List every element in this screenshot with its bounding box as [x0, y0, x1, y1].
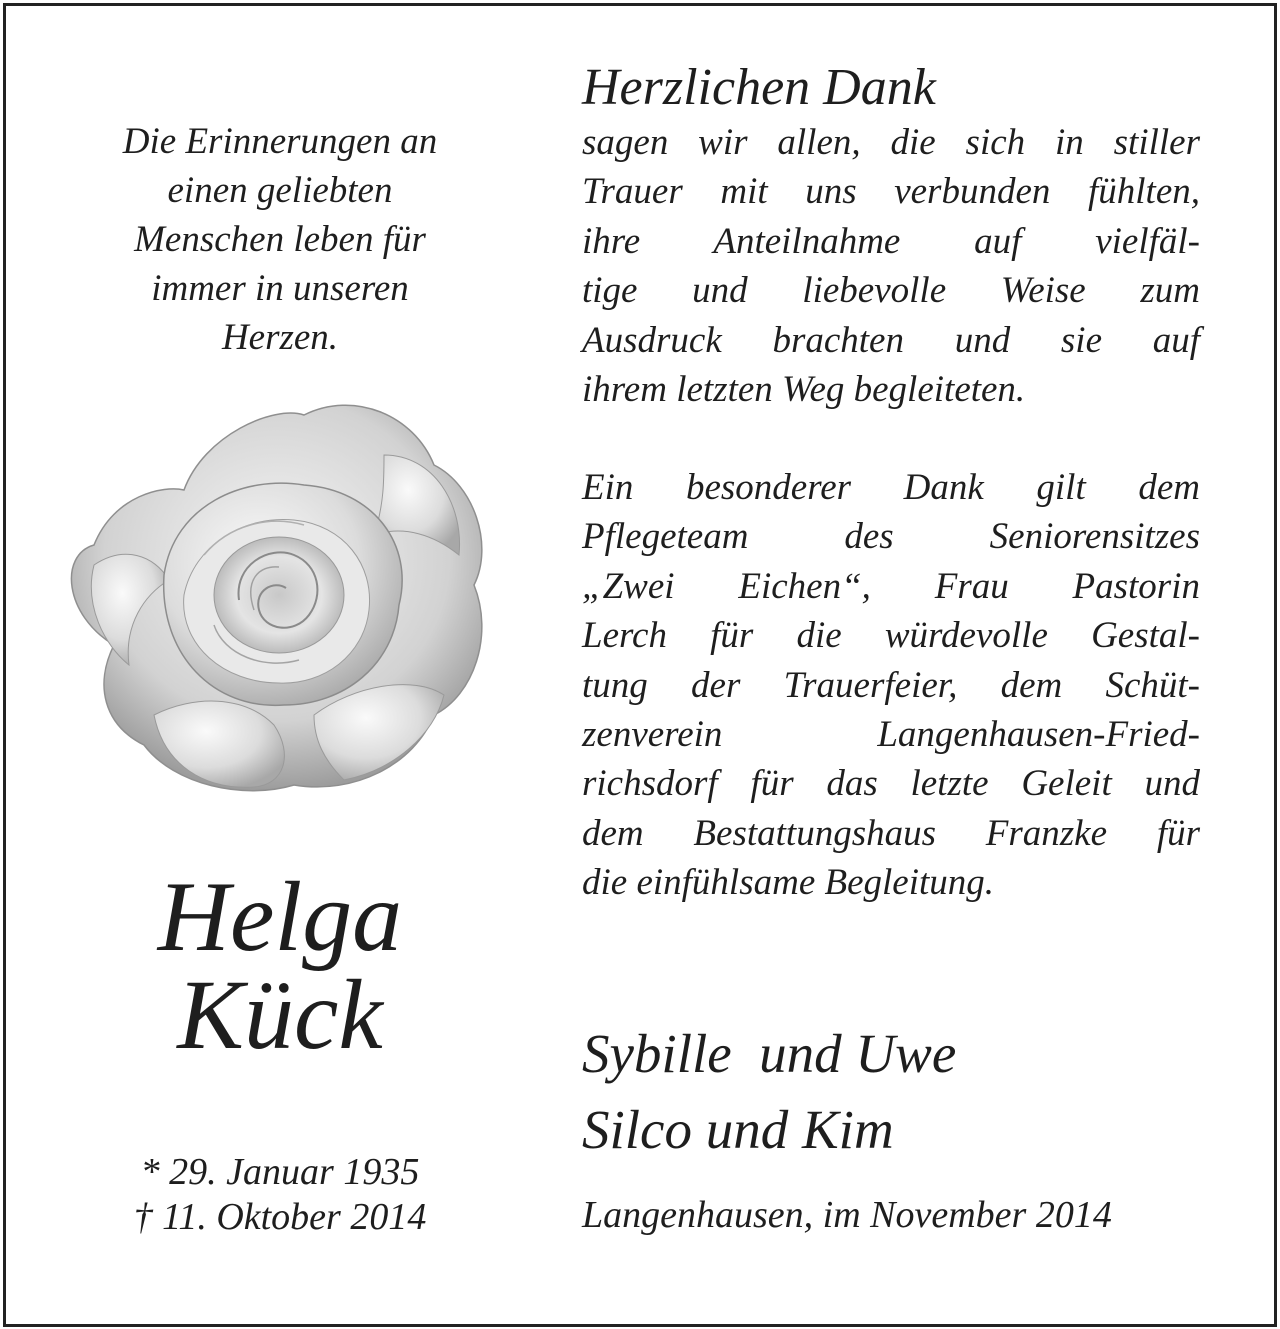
text-line: die einfühlsame Begleitung.: [582, 862, 995, 904]
text-line: tige und liebevolle Weise zum: [582, 270, 1200, 312]
quote-line: Menschen leben für: [134, 219, 426, 260]
text-line: dem Bestattungshaus Franzke für: [582, 812, 1200, 854]
text-line: ihre Anteilnahme auf vielfäl-: [582, 220, 1200, 262]
quote-line: einen geliebten: [167, 170, 393, 211]
signers-line-2: Silco und Kim: [582, 1099, 894, 1160]
text-line: Ein besonderer Dank gilt dem: [582, 467, 1200, 508]
place-and-date: Langenhausen, im November 2014: [582, 1194, 1112, 1236]
death-date: † 11. Oktober 2014: [133, 1196, 427, 1238]
birth-date: * 29. Januar 1935: [140, 1151, 420, 1193]
text-line: Trauer mit uns verbunden fühlten,: [582, 171, 1200, 213]
text-line: „Zwei Eichen“, Frau Pastorin: [582, 565, 1200, 607]
thanks-paragraph-1: [582, 118, 1200, 414]
text-line: tung der Trauerfeier, dem Schüt-: [582, 664, 1200, 706]
text-line: zenverein Langenhausen-Fried-: [582, 713, 1200, 755]
last-name: Kück: [177, 959, 383, 1070]
thanks-heading: Herzlichen Dank: [582, 59, 936, 116]
first-name: Helga: [157, 861, 403, 972]
text-line: richsdorf für das letzte Geleit und: [582, 763, 1200, 805]
text-line: ihrem letzten Weg begleiteten.: [582, 368, 1026, 410]
quote-line: Die Erinnerungen an: [122, 121, 438, 162]
thanks-paragraph-2: [582, 463, 1200, 908]
deceased-name: [60, 861, 500, 1070]
text-line: Lerch für die würdevolle Gestal-: [582, 615, 1200, 657]
signers: [582, 1016, 956, 1168]
text-line: Ausdruck brachten und sie auf: [582, 319, 1200, 361]
text-line: Pflegeteam des Seniorensitzes: [582, 516, 1200, 558]
life-dates: [60, 1150, 500, 1240]
rose-icon: [54, 395, 490, 795]
signers-line-1: Sybille und Uwe: [582, 1023, 957, 1084]
memorial-quote: [60, 117, 500, 362]
text-line: sagen wir allen, die sich in stiller: [582, 122, 1200, 163]
quote-line: Herzen.: [221, 317, 339, 358]
quote-line: immer in unseren: [151, 268, 409, 309]
